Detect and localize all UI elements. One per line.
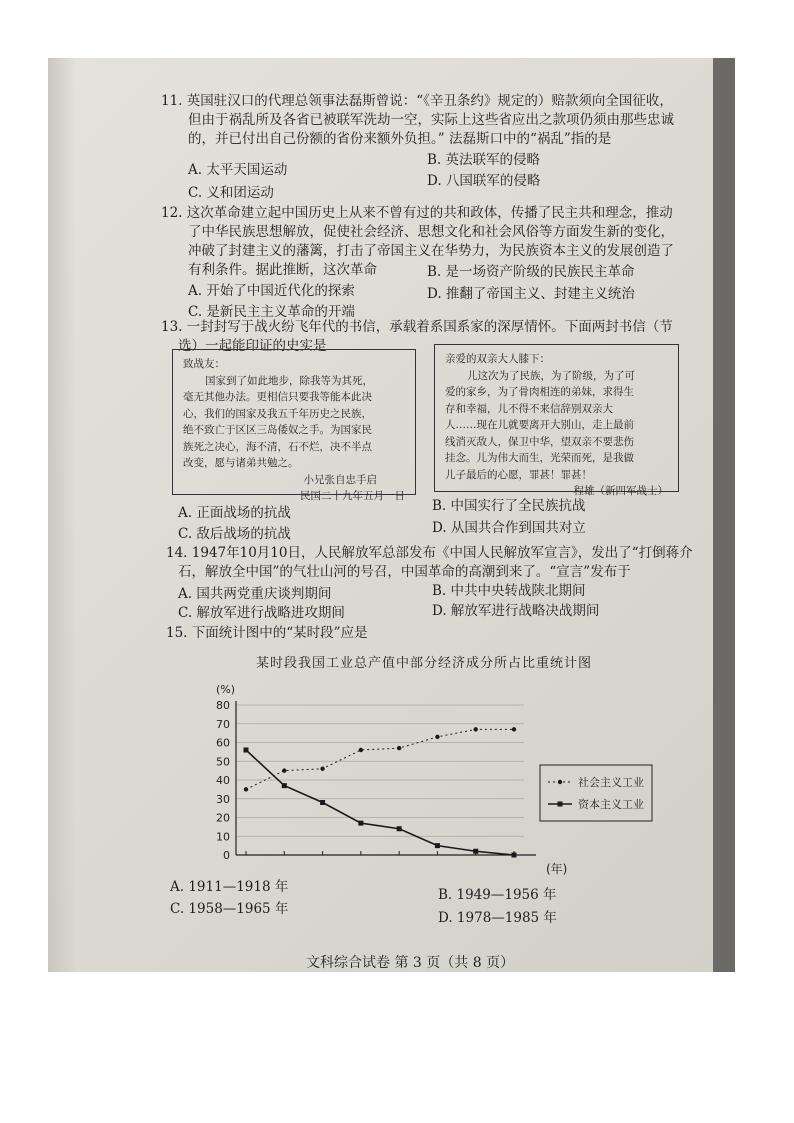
y-tick-label: 0 (223, 849, 230, 862)
socialist-data-point (435, 735, 439, 739)
capitalist-data-point (282, 783, 287, 788)
letter1-date: 民国二十九年五月一日 (300, 490, 405, 502)
letter-cheng-xiong (434, 344, 679, 497)
q11-option-b: B. 英法联军的侵略 (427, 152, 541, 168)
q11-line-3: 的，并已付出自己份额的省份来额外负担。” 法磊斯口中的“祸乱”指的是 (188, 131, 612, 147)
letter2-line: 儿子最后的心愿，罪甚！罪甚！ (445, 468, 592, 481)
q14-line-2: 石，解放全中国”的气壮山河的号召，中国革命的高潮到来了。“宣言”发布于 (178, 564, 631, 580)
q14-line-1: 14. 1947年10月10日，人民解放军总部发布《中国人民解放军宣言》，发出了“打倒蒋介 (166, 545, 693, 561)
letter2-salutation: 亲爱的双亲大人膝下： (445, 353, 550, 365)
line-chart (48, 673, 735, 893)
letter2-line: 挂念。儿为伟大而生，光荣而死，是我做 (445, 452, 634, 464)
letter1-salutation: 致战友： (183, 358, 225, 370)
socialist-data-point (244, 787, 248, 791)
q13-option-b: B. 中国实行了全民族抗战 (432, 498, 586, 514)
q13-option-a: A. 正面战场的抗战 (178, 505, 291, 521)
q11-option-d: D. 八国联军的侵略 (427, 173, 541, 189)
q12-line-1: 12. 这次革命建立起中国历史上从来不曾有过的共和政体，传播了民主共和理念，推动 (161, 205, 673, 221)
y-tick-label: 80 (216, 699, 230, 712)
legend-box (540, 765, 652, 821)
socialist-data-point (282, 768, 286, 772)
y-tick-label: 60 (216, 736, 230, 750)
q15-option-a: A. 1911—1918 年 (170, 879, 289, 895)
q12-option-c: C. 是新民主主义革命的开端 (188, 304, 355, 320)
q12-line-4: 有利条件。据此推断，这次革命 (188, 262, 377, 278)
q11-option-a: A. 太平天国运动 (188, 162, 288, 178)
q13-line-1: 13. 一封封写于战火纷飞年代的书信，承载着系国系家的深厚情怀。下面两封书信（节 (161, 319, 673, 335)
q12-option-b: B. 是一场资产阶级的民族民主革命 (427, 264, 635, 280)
letter2-line: 存和幸福，儿不得不来信辞别双亲大 (445, 402, 613, 415)
capitalist-data-point (512, 853, 517, 858)
q14-option-d: D. 解放军进行战略决战期间 (432, 603, 600, 619)
letter2-signature: 程雄（新四军战士） (573, 485, 668, 497)
letter1-line: 族死之决心，海不清，石不烂，决不半点 (183, 440, 372, 453)
q11-option-c: C. 义和团运动 (188, 185, 274, 201)
series-capitalist-line (246, 750, 514, 855)
letter-zhang-zizhong (172, 349, 416, 502)
exam-page-photo (48, 58, 735, 972)
y-axis-label: (%) (216, 683, 236, 696)
q11-line-1: 11. 英国驻汉口的代理总领事法磊斯曾说：“《辛丑条约》规定的）赔款须向全国征收， (161, 93, 673, 109)
capitalist-data-point (473, 849, 478, 854)
y-tick-label: 20 (216, 811, 230, 825)
q13-option-d: D. 从国共合作到国共对立 (432, 520, 586, 536)
legend-capitalist-label: 资本主义工业 (578, 798, 644, 811)
letter1-signature: 小兄张自忠手启 (303, 473, 377, 486)
q15-option-d: D. 1978—1985 年 (438, 910, 557, 926)
q12-line-3: 冲破了封建主义的藩篱，打击了帝国主义在华势力，为民族资本主义的发展创造了 (188, 243, 674, 259)
capitalist-data-point (244, 748, 249, 753)
q13-option-c: C. 敌后战场的抗战 (178, 526, 291, 542)
q13-line-2: 选）一起能印证的史实是 (178, 338, 327, 354)
letter2-line: 爱的家乡，为了骨肉相连的弟妹，求得生 (445, 386, 634, 398)
y-tick-label: 40 (216, 774, 230, 787)
socialist-data-point (512, 727, 516, 731)
x-axis-label: (年) (546, 862, 568, 876)
socialist-data-point (397, 746, 401, 750)
q15-option-b: B. 1949—1956 年 (438, 887, 557, 903)
chart-title: 某时段我国工业总产值中部分经济成分所占比重统计图 (256, 656, 593, 671)
socialist-data-point (359, 748, 363, 752)
y-tick-label: 10 (216, 830, 230, 844)
page-footer: 文科综合试卷 第 3 页（共 8 页） (306, 955, 515, 971)
q12-option-d: D. 推翻了帝国主义、封建主义统治 (427, 286, 635, 302)
q14-option-c: C. 解放军进行战略进攻期间 (178, 605, 345, 621)
y-tick-label: 50 (216, 755, 230, 769)
letter1-line: 毫无其他办法。更相信只要我等能本此决 (183, 391, 372, 403)
capitalist-data-point (435, 843, 440, 848)
legend-socialist-marker (558, 780, 562, 784)
capitalist-data-point (358, 821, 363, 826)
q15-option-c: C. 1958—1965 年 (170, 901, 289, 917)
letter2-line: 儿这次为了民族，为了阶级，为了可 (467, 369, 635, 382)
y-tick-label: 70 (216, 717, 230, 731)
letter1-line: 改变，愿与诸弟共勉之。 (183, 457, 299, 469)
q14-option-b: B. 中共中央转战陕北期间 (432, 583, 586, 599)
capitalist-data-point (320, 800, 325, 805)
letter2-line: 人……现在儿就要离开大别山，走上最前 (445, 419, 634, 431)
q11-line-2: 但由于祸乱所及各省已被联军洗劫一空，实际上这些省应出之款项仍须由那些忠诚 (188, 112, 674, 128)
socialist-data-point (474, 727, 478, 731)
legend-socialist-label: 社会主义工业 (578, 776, 644, 789)
q14-option-a: A. 国共两党重庆谈判期间 (178, 586, 332, 602)
letter1-line: 绝不致亡于区区三岛倭奴之手。为国家民 (183, 424, 372, 436)
legend-capitalist-marker (558, 802, 563, 807)
q12-option-a: A. 开始了中国近代化的探索 (188, 283, 355, 299)
socialist-data-point (320, 767, 324, 771)
letter1-line: 心，我们的国家及我五千年历史之民族， (183, 407, 372, 420)
letter2-line: 线消灭敌人，保卫中华，望双亲不要悲伤 (445, 435, 634, 448)
q15-line: 15. 下面统计图中的“某时段”应是 (166, 625, 368, 641)
capitalist-data-point (397, 826, 402, 831)
y-tick-label: 30 (216, 792, 230, 806)
q12-line-2: 了中华民族思想解放，促使社会经济、思想文化和社会风俗等方面发生新的变化， (188, 224, 674, 240)
letter1-line: 国家到了如此地步，除我等为其死， (205, 374, 373, 387)
